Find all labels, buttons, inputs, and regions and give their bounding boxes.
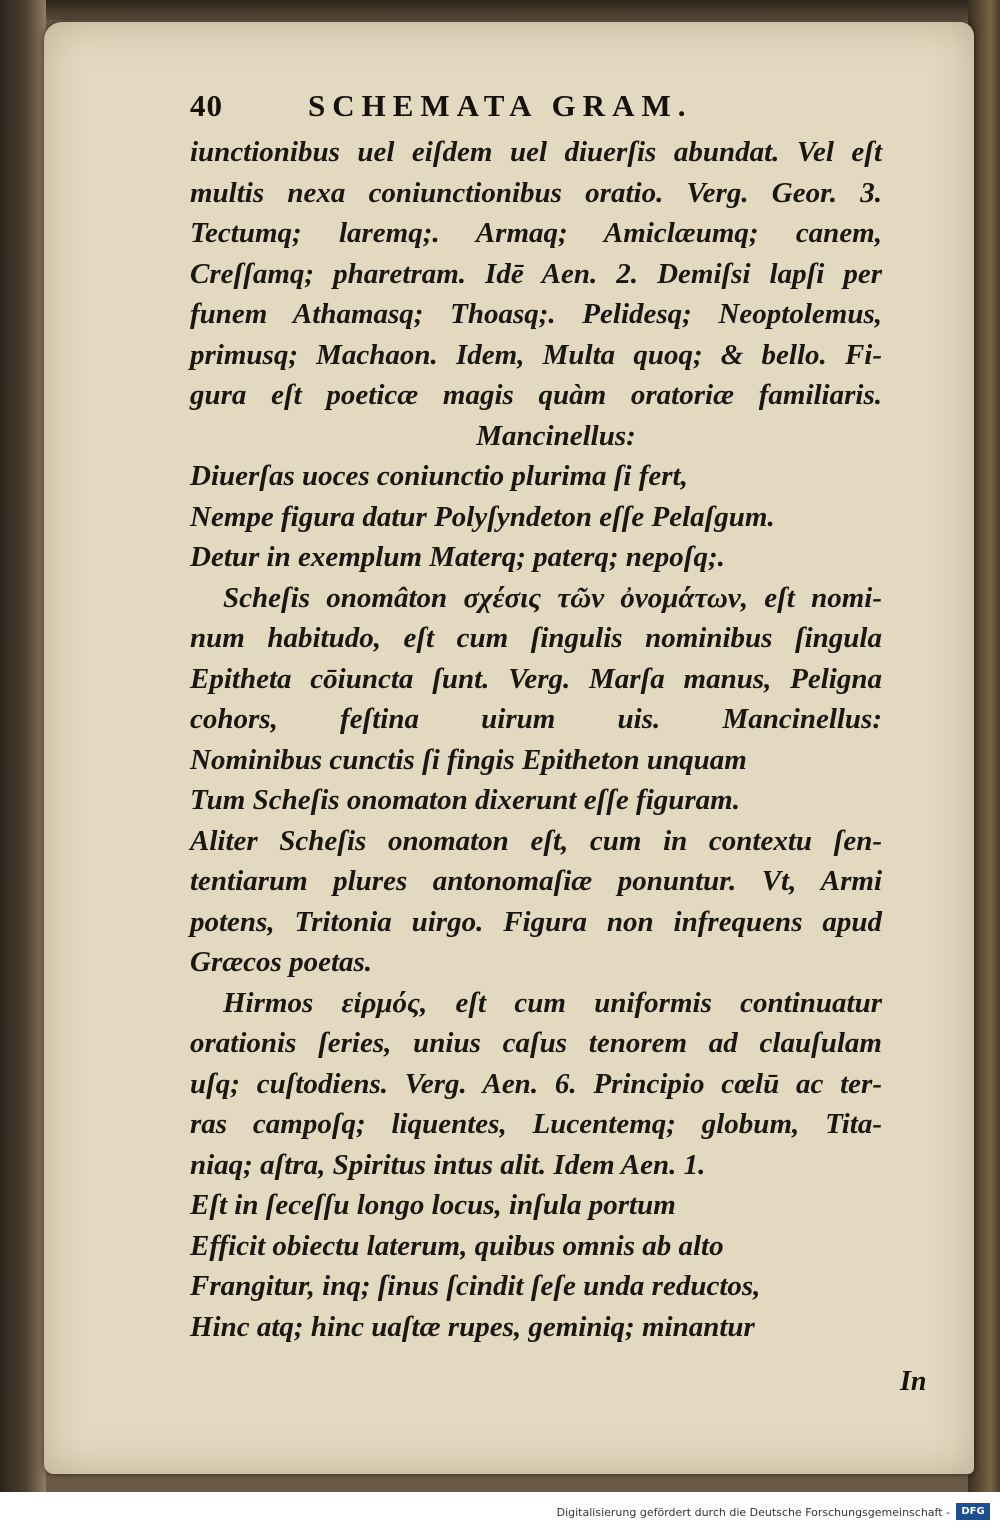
- attribution-heading: Mancinellus:: [476, 419, 636, 452]
- verse-line: Detur in exemplum Materq; paterq; nepoſq;.: [190, 541, 725, 573]
- verse-line: Nempe figura datur Polyſyndeton eſſe Pelaſgum.: [190, 500, 775, 533]
- page-number: 40: [190, 88, 223, 123]
- catchword: In: [900, 1366, 927, 1397]
- text-line: Hirmos εἱρμός, eſt cum uniformis continuatur: [223, 986, 882, 1019]
- text-line: iunctionibus uel eiſdem uel diuerſis abundat. Vel eſt: [190, 136, 882, 168]
- text-line: num habitudo, eſt cum ſingulis nominibus ſingula: [190, 622, 882, 654]
- text-line: ras campoſq; liquentes, Lucentemq; globum, Tita-: [190, 1108, 882, 1140]
- book-top-edge: [0, 0, 1000, 20]
- text-line: Epitheta cōiuncta ſunt. Verg. Marſa manus, Peligna: [190, 662, 882, 695]
- book-gutter: [0, 0, 46, 1537]
- page-text: [190, 88, 940, 1347]
- digitization-credit: Digitalisierung gefördert durch die Deutsche Forschungsgemeinschaft -: [556, 1506, 950, 1519]
- text-line: tentiarum plures antonomaſiæ ponuntur. Vt, Armi: [190, 865, 882, 897]
- dfg-logo: DFG: [956, 1503, 990, 1520]
- verse-line: Diuerſas uoces coniunctio plurima ſi fert,: [190, 460, 688, 492]
- verse-line: Efficit obiectu laterum, quibus omnis ab alto: [190, 1229, 724, 1262]
- text-line: cohors, feſtina uirum uis. Mancinellus:: [190, 703, 882, 735]
- text-line: uſq; cuſtodiens. Verg. Aen. 6. Principio cœlū ac ter-: [190, 1067, 882, 1100]
- text-line: Creſſamq; pharetram. Idē Aen. 2. Demiſsi lapſi per: [190, 257, 882, 290]
- text-line: niaq; aſtra, Spiritus intus alit. Idem Aen. 1.: [190, 1148, 706, 1181]
- text-line: Tectumq; laremq;. Armaq; Amiclæumq; canem,: [190, 217, 882, 249]
- running-title: SCHEMATA GRAM.: [308, 88, 693, 123]
- text-line: gura eſt poeticæ magis quàm oratoriæ familiaris.: [190, 379, 882, 411]
- text-line: Græcos poetas.: [190, 946, 373, 978]
- text-line: Scheſis onomâton σχέσις τῶν ὀνομάτων, eſt nomi-: [223, 581, 882, 614]
- footer-band: [0, 1492, 1000, 1537]
- text-line: Aliter Scheſis onomaton eſt, cum in contextu ſen-: [190, 824, 882, 857]
- verse-line: Frangitur, inq; ſinus ſcindit ſeſe unda reductos,: [190, 1270, 761, 1302]
- verse-line: Eſt in ſeceſſu longo locus, inſula portum: [190, 1189, 676, 1221]
- text-line: orationis ſeries, unius caſus tenorem ad clauſulam: [190, 1027, 882, 1059]
- verse-line: Nominibus cunctis ſi fingis Epitheton unquam: [190, 743, 747, 776]
- verse-line: Hinc atq; hinc uaſtæ rupes, geminiq; minantur: [190, 1310, 755, 1343]
- page-header: [190, 88, 940, 132]
- verse-line: Tum Scheſis onomaton dixerunt eſſe figuram.: [190, 784, 740, 816]
- text-line: potens, Tritonia uirgo. Figura non infrequens apud: [190, 905, 882, 938]
- text-line: primusq; Machaon. Idem, Multa quoq; & bello. Fi-: [190, 338, 882, 371]
- text-line: funem Athamasq; Thoasq;. Pelidesq; Neoptolemus,: [190, 298, 882, 330]
- text-line: multis nexa coniunctionibus oratio. Verg. Geor. 3.: [190, 176, 882, 209]
